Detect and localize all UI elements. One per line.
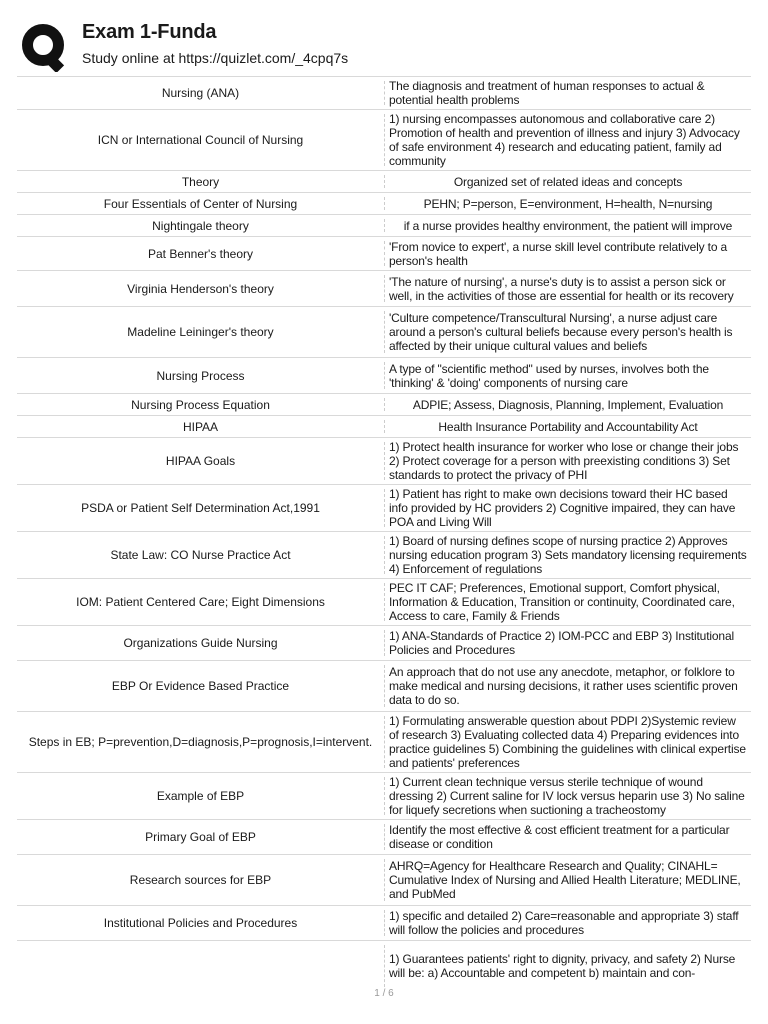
card-term: Nightingale theory: [152, 218, 249, 233]
card-definition-text: 1) nursing encompasses autonomous and collaborative care 2) Promotion of health and prevention of illness and injury 3) Advocacy of safe environment 4) research and educating patient, family ad community: [389, 112, 740, 168]
card-definition-text: ADPIE; Assess, Diagnosis, Planning, Implement, Evaluation: [412, 397, 724, 412]
card-definition-text: 1) Board of nursing defines scope of nursing practice 2) Approves nursing education program 3) Sets mandatory licensing requirements 4) Enforcement of regulations: [389, 534, 747, 576]
card-definition: [385, 237, 751, 270]
card-definition: [385, 215, 751, 236]
card-definition-text: 1) Guarantees patients' right to dignity, privacy, and safety 2) Nurse will be: a) Accountable and competent b) maintain and con-: [389, 952, 736, 980]
card-definition: [385, 110, 751, 170]
card-definition: [385, 820, 751, 854]
card-definition-text: An approach that do not use any anecdote, metaphor, or folklore to make medical and nursing decisions, it rather uses scientific proven data to do so.: [389, 665, 738, 707]
card-definition: [385, 358, 751, 393]
card-term: Four Essentials of Center of Nursing: [103, 196, 298, 211]
card-definition-text: 1) Patient has right to make own decisions toward their HC based info provided by HC providers 2) Cognitive impaired, they can have POA and Living Will: [389, 487, 736, 529]
card-definition: [385, 416, 751, 437]
card-definition-text: Identify the most effective & cost efficient treatment for a particular disease or condition: [389, 823, 730, 851]
card-term: Nursing Process Equation: [131, 397, 270, 412]
card-definition-text: 'Culture competence/Transcultural Nursing', a nurse adjust care around a person's cultural beliefs because every person's health is affected by their unique cultural values and beliefs: [389, 311, 733, 353]
card-definition-text: The diagnosis and treatment of human responses to actual & potential health problems: [389, 79, 705, 107]
card-definition: [385, 485, 751, 531]
card-definition-text: 1) Protect health insurance for worker who lose or change their jobs 2) Protect coverage for a person with preexisting conditions 3) Set standards to protect the privacy of PHI: [389, 440, 739, 482]
card-term: Theory: [181, 174, 220, 189]
card-term: Example of EBP: [156, 789, 245, 803]
card-definition: [385, 626, 751, 660]
card-definition-text: if a nurse provides healthy environment, the patient will improve: [403, 218, 733, 233]
card-term: Madeline Leininger's theory: [127, 325, 274, 339]
flashcard-row: [17, 307, 751, 358]
card-definition-text: 1) Current clean technique versus sterile technique of wound dressing 2) Current saline for IV lock versus heparin use 3) No saline for liquefy secretions when suctioning a tracheostomy: [389, 775, 745, 817]
card-definition-text: 'The nature of nursing', a nurse's duty is to assist a person sick or well, in the activities of those are essential for health or its recovery: [389, 274, 734, 303]
card-term: Institutional Policies and Procedures: [103, 916, 298, 930]
flashcard-row: [17, 110, 751, 171]
flashcard-row: [17, 855, 751, 906]
card-term: Steps in EB; P=prevention,D=diagnosis,P=prognosis,I=intervent.: [28, 735, 373, 749]
card-term: Research sources for EBP: [129, 873, 272, 887]
flashcard-row: [17, 416, 751, 438]
card-definition-text: Organized set of related ideas and concepts: [453, 174, 683, 189]
card-definition: [385, 271, 751, 306]
card-definition: [385, 438, 751, 484]
card-definition-text: 'From novice to expert', a nurse skill level contribute relatively to a person's health: [389, 239, 728, 268]
card-definition-text: PEC IT CAF; Preferences, Emotional support, Comfort physical, Information & Education, Transition or continuity, Coordinated care, Access to care, Family & Friends: [389, 581, 735, 623]
card-definition-text: A type of "scientific method" used by nurses, involves both the 'thinking' & 'doing' components of nursing care: [389, 361, 709, 390]
quizlet-logo-icon: [20, 22, 70, 72]
card-definition: [385, 712, 751, 772]
card-definition: [385, 193, 751, 214]
card-term: Pat Benner's theory: [147, 246, 254, 261]
study-link-text: Study online at https://quizlet.com/_4cpq7s: [82, 50, 349, 66]
flashcard-row: [17, 215, 751, 237]
flashcard-row: [17, 438, 751, 485]
flashcard-row: [17, 712, 751, 773]
card-term: Virginia Henderson's theory: [127, 281, 274, 296]
card-definition: [385, 394, 751, 415]
card-term: Nursing (ANA): [161, 86, 240, 100]
card-definition: [385, 171, 751, 192]
card-definition: [385, 773, 751, 819]
card-definition: [385, 579, 751, 625]
card-term: PSDA or Patient Self Determination Act,1991: [81, 501, 320, 515]
flashcard-row: [17, 237, 751, 271]
card-definition: [385, 77, 751, 109]
card-definition: [385, 661, 751, 711]
card-definition-text: 1) specific and detailed 2) Care=reasonable and appropriate 3) staff will follow the policies and procedures: [389, 909, 739, 937]
card-term: Nursing Process: [156, 368, 245, 383]
card-term: IOM: Patient Centered Care; Eight Dimensions: [76, 595, 325, 609]
card-term: HIPAA Goals: [165, 454, 236, 468]
flashcard-row: [17, 358, 751, 394]
flashcard-row: [17, 579, 751, 626]
card-definition: [385, 906, 751, 940]
flashcard-row: [17, 626, 751, 661]
flashcard-row: [17, 77, 751, 110]
page-title: Exam 1-Funda: [82, 21, 217, 43]
card-definition: [385, 941, 751, 991]
flashcard-row: [17, 532, 751, 579]
page-number: 1 / 6: [374, 988, 394, 999]
flashcard-row: [17, 193, 751, 215]
card-definition-text: 1) Formulating answerable question about PDPI 2)Systemic review of research 3) Evaluating collected data 4) Preparing evidences into practice guidelines 5) Combining the guidelines with clinical expertise and patients' preferences: [389, 714, 746, 770]
card-definition-text: 1) ANA-Standards of Practice 2) IOM-PCC and EBP 3) Institutional Policies and Procedures: [389, 629, 734, 657]
card-definition-text: AHRQ=Agency for Healthcare Research and Quality; CINAHL= Cumulative Index of Nursing and Allied Health Literature; MEDLINE, and PubMed: [389, 859, 741, 901]
card-term: Organizations Guide Nursing: [123, 636, 278, 650]
card-term: ICN or International Council of Nursing: [97, 133, 304, 147]
card-definition: [385, 532, 751, 578]
flashcard-row: [17, 485, 751, 532]
flashcard-row: [17, 171, 751, 193]
card-term: Primary Goal of EBP: [145, 830, 256, 844]
flashcard-table: [17, 76, 751, 991]
page-header: [0, 0, 768, 76]
card-definition: [385, 307, 751, 357]
card-definition-text: PEHN; P=person, E=environment, H=health, N=nursing: [423, 196, 713, 211]
card-term: EBP Or Evidence Based Practice: [111, 679, 290, 693]
flashcard-row: [17, 820, 751, 855]
flashcard-row: [17, 906, 751, 941]
card-term: [17, 941, 384, 991]
flashcard-row: [17, 271, 751, 307]
flashcard-row: [17, 394, 751, 416]
card-definition: [385, 855, 751, 905]
card-term: State Law: CO Nurse Practice Act: [110, 548, 291, 562]
card-term: HIPAA: [182, 419, 219, 434]
card-definition-text: Health Insurance Portability and Accountability Act: [438, 419, 698, 434]
flashcard-row: [17, 941, 751, 991]
flashcard-row: [17, 661, 751, 712]
flashcard-row: [17, 773, 751, 820]
